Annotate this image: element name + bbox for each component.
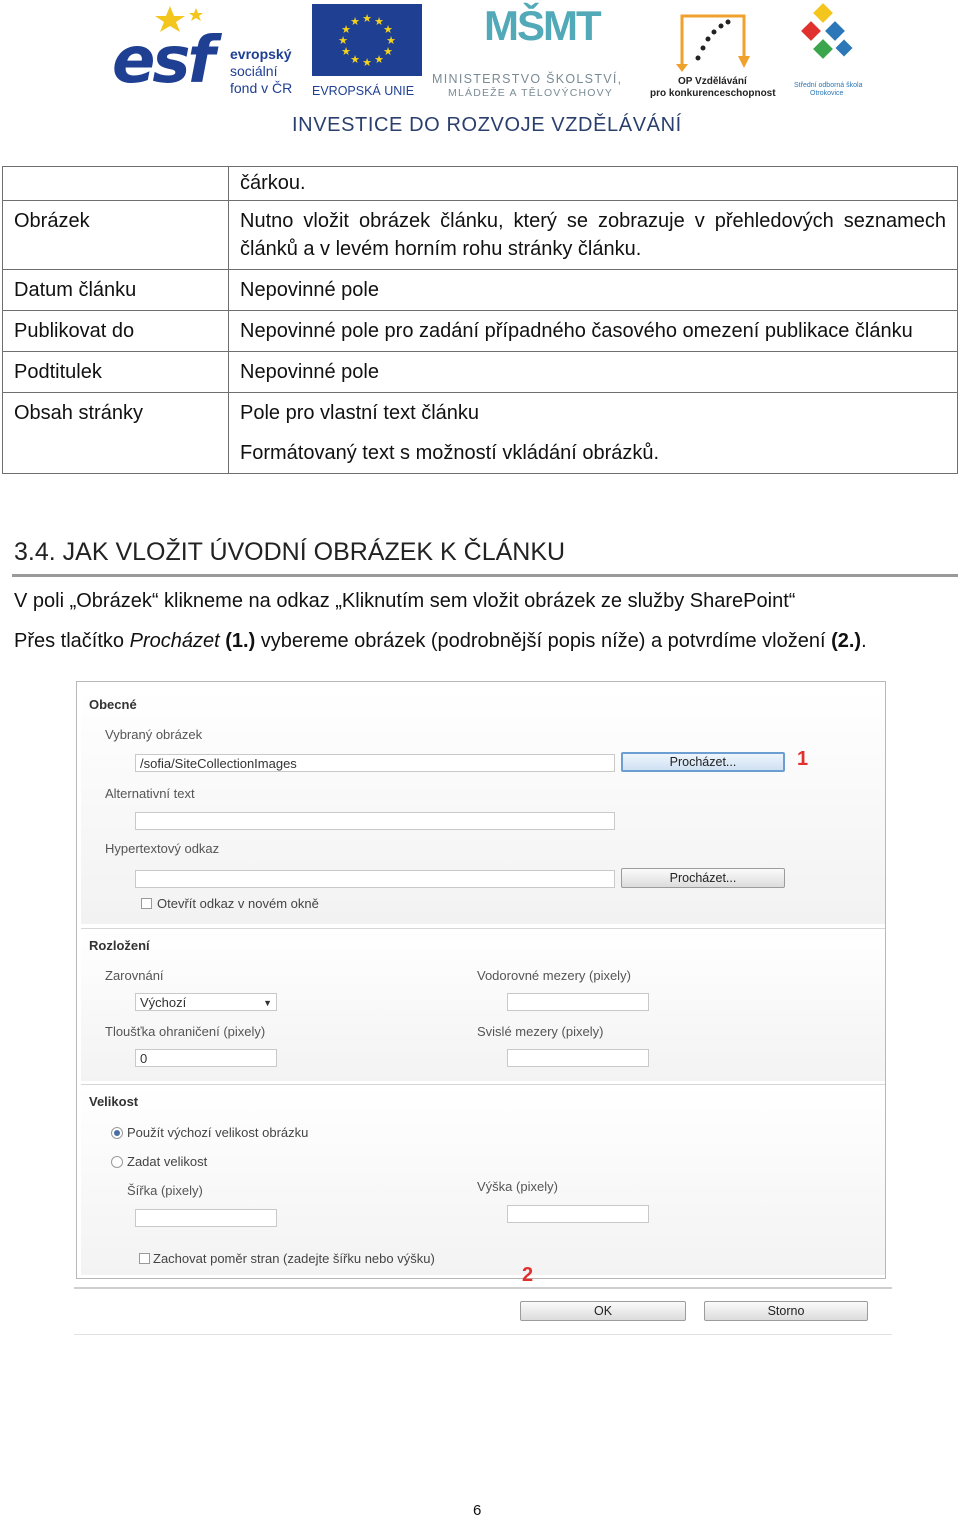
step-marker-2: 2 — [522, 1264, 534, 1286]
svg-text:★: ★ — [383, 45, 393, 58]
field-cell: Podtitulek — [3, 352, 229, 393]
desc-cell-multi — [229, 393, 958, 474]
table-row — [3, 311, 958, 352]
field-cell: Publikovat do — [3, 311, 229, 352]
table-row — [3, 167, 958, 201]
paragraph-1: V poli „Obrázek“ klikneme na odkaz „Kliknutím sem vložit obrázek ze služby SharePoint“ — [14, 590, 796, 612]
eu-logo — [312, 4, 424, 100]
hyperlink-input[interactable] — [135, 870, 615, 888]
image-dialog — [74, 679, 892, 1339]
vertical-space-input[interactable] — [507, 1049, 649, 1067]
svg-text:★: ★ — [374, 53, 384, 66]
dialog-bottom-edge — [74, 1334, 892, 1335]
desc-line-2: Formátovaný text s možností vkládání obrázků. — [240, 442, 660, 464]
hyperlink-label: Hypertextový odkaz — [105, 841, 220, 856]
para2-text: Přes tlačítko — [14, 630, 130, 652]
ok-button[interactable]: OK — [520, 1301, 686, 1321]
svg-text:★: ★ — [362, 56, 372, 69]
size-title: Velikost — [89, 1094, 139, 1109]
opvk-line1: OP Vzdělávání — [678, 76, 747, 87]
desc-cell: čárkou. — [229, 167, 958, 201]
para2-step2: (2.) — [831, 630, 862, 652]
height-label: Výška (pixely) — [477, 1179, 558, 1194]
school-line2: Otrokovice — [810, 90, 844, 97]
para2-text-2: vybereme obrázek (podrobnější popis níže) a potvrdíme vložení — [255, 630, 832, 652]
layout-title: Rozložení — [89, 938, 150, 953]
page-header — [0, 0, 960, 150]
msmt-line2: MLÁDEŽE A TĚLOVÝCHOVY — [448, 87, 614, 99]
width-label: Šířka (pixely) — [127, 1183, 203, 1198]
chevron-down-icon: ▼ — [263, 998, 272, 1008]
esf-letters: esf — [112, 24, 213, 98]
school-emblem-icon — [792, 2, 860, 80]
desc-cell: Nepovinné pole pro zadání případného časového omezení publikace článku — [229, 311, 958, 352]
tagline: INVESTICE DO ROZVOJE VZDĚLÁVÁNÍ — [292, 114, 682, 136]
set-size-label: Zadat velikost — [127, 1154, 208, 1169]
border-width-input[interactable]: 0 — [135, 1049, 277, 1067]
selected-image-input[interactable]: /sofia/SiteCollectionImages — [135, 754, 615, 772]
svg-text:★: ★ — [350, 53, 360, 66]
msmt-logo — [432, 2, 636, 100]
svg-text:★: ★ — [386, 34, 396, 47]
paragraph-2 — [14, 630, 867, 653]
width-input[interactable] — [135, 1209, 277, 1227]
new-window-checkbox[interactable] — [141, 898, 152, 909]
height-input[interactable] — [507, 1205, 649, 1223]
msmt-line1: MINISTERSTVO ŠKOLSTVÍ, — [432, 72, 623, 86]
opvk-logo — [648, 2, 780, 100]
svg-text:★: ★ — [338, 34, 348, 47]
keep-ratio-checkbox[interactable] — [139, 1253, 150, 1264]
esf-logo — [112, 4, 307, 100]
border-width-label: Tloušťka ohraničení (pixely) — [105, 1024, 266, 1039]
desc-cell: Nepovinné pole — [229, 352, 958, 393]
table-row — [3, 352, 958, 393]
table-row — [3, 270, 958, 311]
field-cell: Obrázek — [3, 201, 229, 270]
default-size-label: Použít výchozí velikost obrázku — [127, 1125, 309, 1140]
browse-image-button[interactable]: Procházet... — [621, 752, 785, 772]
page-number: 6 — [473, 1502, 482, 1519]
desc-line: Pole pro vlastní text článku — [240, 402, 480, 424]
table-row — [3, 393, 958, 474]
set-size-radio[interactable] — [111, 1156, 123, 1168]
esf-text — [230, 46, 292, 97]
section-heading: 3.4. JAK VLOŽIT ÚVODNÍ OBRÁZEK K ČLÁNKU — [14, 538, 566, 566]
align-value: Výchozí — [140, 995, 187, 1010]
section-divider — [12, 574, 958, 577]
school-logo — [792, 2, 863, 100]
field-cell: Obsah stránky — [3, 393, 229, 474]
horizontal-space-label: Vodorovné mezery (pixely) — [477, 968, 631, 983]
svg-text:★: ★ — [362, 12, 372, 25]
default-size-radio[interactable] — [111, 1127, 123, 1139]
para2-period: . — [861, 630, 867, 652]
svg-text:★: ★ — [374, 15, 384, 28]
para2-emphasis: Procházet — [129, 630, 220, 652]
layout-panel — [81, 928, 885, 1081]
horizontal-space-input[interactable] — [507, 993, 649, 1011]
attribute-table — [2, 166, 958, 474]
desc-cell: Nepovinné pole — [229, 270, 958, 311]
opvk-arrow-icon — [648, 2, 780, 74]
esf-line2: sociální — [230, 63, 278, 79]
esf-line3: fond v ČR — [230, 80, 293, 96]
dialog-divider — [74, 1287, 892, 1289]
svg-text:★: ★ — [383, 23, 393, 36]
desc-cell: Nutno vložit obrázek článku, který se zobrazuje v přehledových seznamech článků a v levém horním rohu stránky článku. — [229, 201, 958, 270]
eu-label: EVROPSKÁ UNIE — [312, 84, 415, 98]
cancel-button[interactable]: Storno — [704, 1301, 868, 1321]
vertical-space-label: Svislé mezery (pixely) — [477, 1024, 604, 1039]
keep-ratio-label: Zachovat poměr stran (zadejte šířku nebo výšku) — [153, 1251, 435, 1266]
field-cell: Datum článku — [3, 270, 229, 311]
align-select[interactable] — [135, 993, 277, 1011]
esf-line1: evropský — [230, 46, 292, 62]
browse-link-button[interactable]: Procházet... — [621, 868, 785, 888]
step-marker-1: 1 — [797, 748, 809, 770]
para2-step1: (1.) — [225, 630, 256, 652]
new-window-label: Otevřít odkaz v novém okně — [157, 896, 319, 911]
field-cell — [3, 167, 229, 201]
school-line1: Střední odborná škola — [794, 82, 863, 89]
msmt-mark: MŠMT — [484, 2, 600, 49]
svg-text:★: ★ — [341, 45, 351, 58]
alt-text-label: Alternativní text — [105, 786, 195, 801]
svg-text:★: ★ — [350, 15, 360, 28]
opvk-line2: pro konkurenceschopnost — [650, 88, 776, 99]
align-label: Zarovnání — [105, 968, 164, 983]
size-panel — [81, 1084, 885, 1275]
eu-flag-icon — [312, 4, 422, 76]
selected-image-label: Vybraný obrázek — [105, 727, 203, 742]
general-title: Obecné — [89, 697, 137, 712]
dialog-frame — [76, 681, 886, 1279]
table-row — [3, 201, 958, 270]
svg-text:★: ★ — [341, 23, 351, 36]
alt-text-input[interactable] — [135, 812, 615, 830]
general-panel — [81, 688, 885, 924]
